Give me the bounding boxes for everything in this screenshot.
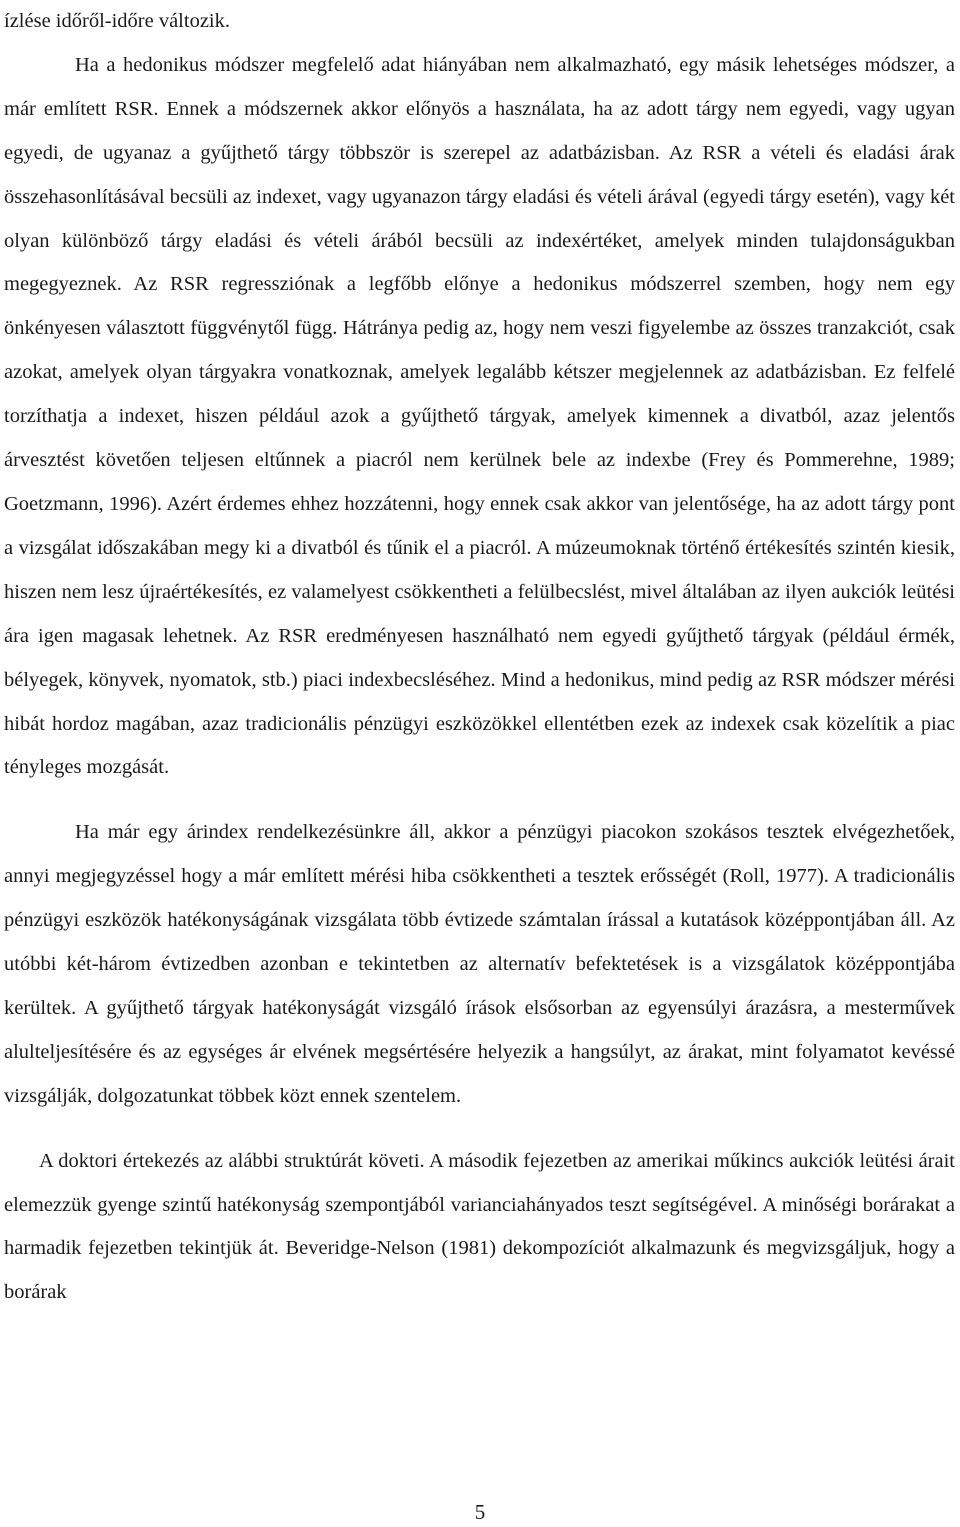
page-number: 5 — [474, 1500, 486, 1524]
body-text — [4, 0, 955, 1315]
paragraph-price-index-tests: Ha már egy árindex rendelkezésünkre áll, akkor a pénzügyi piacokon szokásos tesztek elvégezhetőek, annyi megjegyzéssel hogy a már említett mérési hiba csökkentheti a tesztek erősségét (Roll, 1977). A tradicionális pénzügyi eszközök hatékonyságának vizsgálata több évtizede számtalan írással a kutatások középpontjában áll. Az utóbbi két-három évtizedben azonban e tekintetben az alternatív befektetések is a vizsgálatok középpontjába kerültek. A gyűjthető tárgyak hatékonyságát vizsgáló írások elsősorban az egyensúlyi árazásra, a mesterművek alulteljesítésére és az egységes ár elvének megsértésére helyezik a hangsúlyt, az árakat, mint folyamatot kevéssé vizsgálják, dolgozatunkat többek közt ennek szentelem. — [4, 821, 955, 1107]
paragraph-rsr-method: Ha a hedonikus módszer megfelelő adat hiányában nem alkalmazható, egy másik lehetséges módszer, a már említett RSR. Ennek a módszernek akkor előnyös a használata, ha az adott tárgy nem egyedi, vagy ugyan egyedi, de ugyanaz a gyűjthető tárgy többször is szerepel az adatbázisban. Az RSR a vételi és eladási árak összehasonlításával becsüli az indexet, vagy ugyanazon tárgy eladási és vételi árával (egyedi tárgy esetén), vagy két olyan különböző tárgy eladási és vételi árából becsüli az indexértéket, amelyek minden tulajdonságukban megegyeznek. Az RSR regressziónak a legfőbb előnye a hedonikus módszerrel szemben, hogy nem egy önkényesen választott függvénytől függ. Hátránya pedig az, hogy nem veszi figyelembe az összes tranzakciót, csak azokat, amelyek olyan tárgyakra vonatkoznak, amelyek legalább kétszer megjelennek az adatbázisban. Ez felfelé torzíthatja a indexet, hiszen például azok a gyűjthető tárgyak, amelyek kimennek a divatból, azaz jelentős árvesztést követően teljesen eltűnnek a piacról nem kerülnek bele az indexbe (Frey és Pommerehne, 1989; Goetzmann, 1996). Azért érdemes ehhez hozzátenni, hogy ennek csak akkor van jelentősége, ha az adott tárgy pont a vizsgálat időszakában megy ki a divatból és tűnik el a piacról. A múzeumoknak történő értékesítés szintén kiesik, hiszen nem lesz újraértékesítés, ez valamelyest csökkentheti a felülbecslést, mivel általában az ilyen aukciók leütési ára igen magasak lehetnek. Az RSR eredményesen használható nem egyedi gyűjthető tárgyak (például érmék, bélyegek, könyvek, nyomatok, stb.) piaci indexbecsléséhez. Mind a hedonikus, mind pedig az RSR módszer mérési hibát hordoz magában, azaz tradicionális pénzügyi eszközökkel ellentétben ezek az indexek csak közelítik a piac tényleges mozgását. — [4, 53, 955, 779]
paragraph-dissertation-structure: A doktori értekezés az alábbi struktúrát követi. A második fejezetben az amerikai műkincs aukciók leütési árait elemezzük gyenge szintű hatékonyság szempontjából varianciahányados teszt segítségével. A minőségi borárakat a harmadik fejezetben tekintjük át. Beveridge-Nelson (1981) dekompozíciót alkalmazunk és megvizsgáljuk, hogy a borárak — [4, 1149, 955, 1304]
paragraph-continuation: ízlése időről-időre változik. — [4, 10, 230, 32]
